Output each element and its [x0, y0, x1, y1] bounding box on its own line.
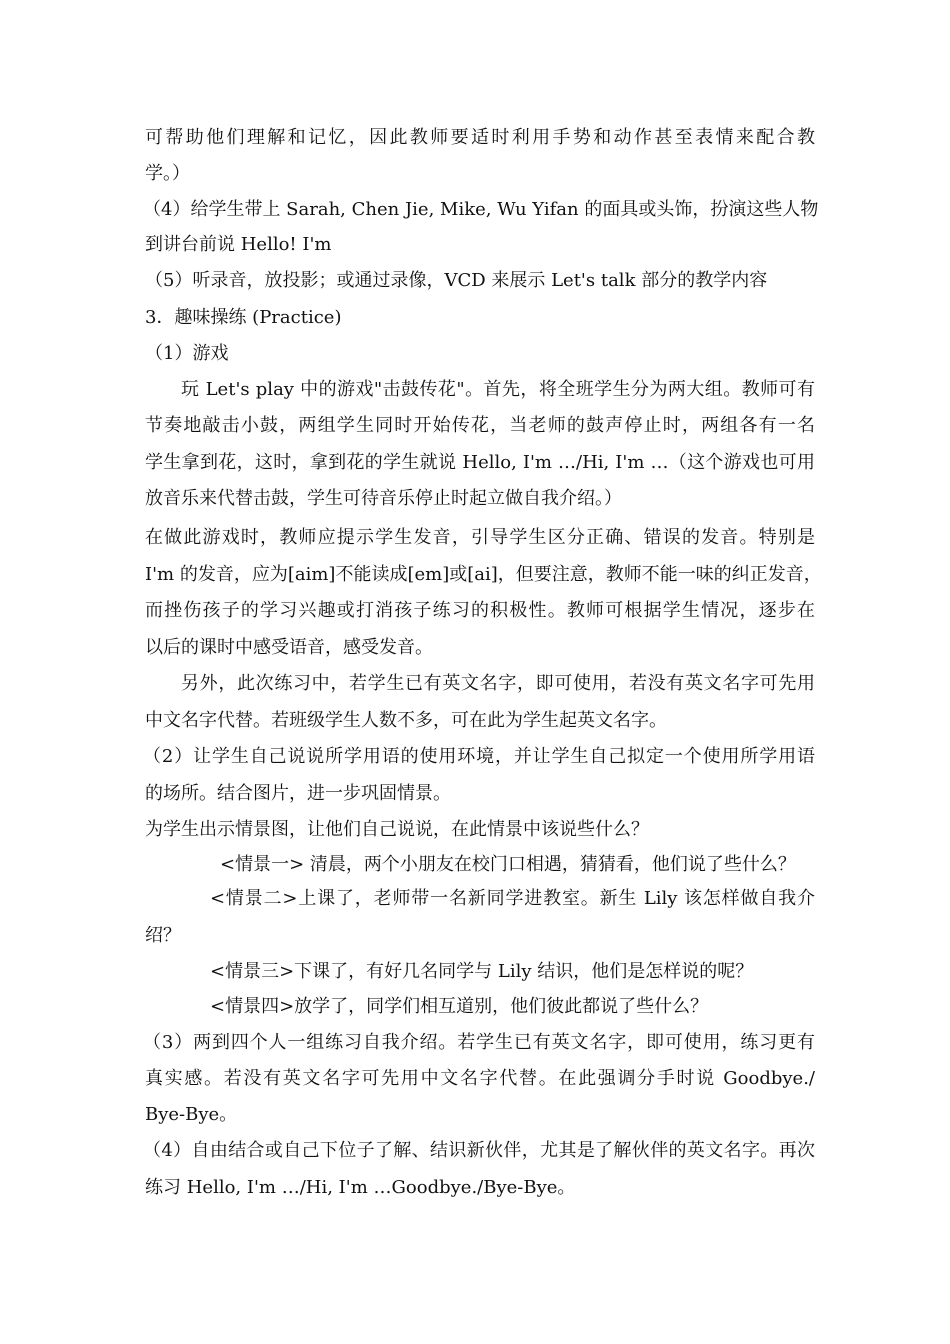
list-item-5: （5）听录音，放投影；或通过录像，VCD 来展示 Let's talk 部分的教学内容	[145, 270, 768, 291]
paragraph-line: 节奏地敲击小鼓，两组学生同时开始传花，当老师的鼓声停止时，两组各有一名	[145, 415, 815, 436]
list-item-4: （4）给学生带上 Sarah, Chen Jie, Mike, Wu Yifan 的面具或头饰，扮演这些人物	[143, 199, 819, 220]
subheading-game: （1）游戏	[145, 343, 229, 364]
list-item-4b: （4）自由结合或自己下位子了解、结识新伙伴，尤其是了解伙伴的英文名字。再次	[143, 1140, 815, 1161]
paragraph-line: 放音乐来代替击鼓，学生可待音乐停止时起立做自我介绍。）	[145, 488, 622, 509]
paragraph-line: 绍？	[145, 925, 181, 946]
scenario-2: <情景二>上课了，老师带一名新同学进教室。新生 Lily 该怎样做自我介	[210, 888, 815, 909]
paragraph-line: 而挫伤孩子的学习兴趣或打消孩子练习的积极性。教师可根据学生情况，逐步在	[145, 600, 815, 621]
scenario-4: <情景四>放学了，同学们相互道别，他们彼此都说了些什么？	[210, 996, 709, 1017]
paragraph-line: 真实感。若没有英文名字可先用中文名字代替。在此强调分手时说 Goodbye./	[145, 1068, 815, 1089]
paragraph-line: 学生拿到花，这时，拿到花的学生就说 Hello, I'm …/Hi, I'm …（这个游戏也可用	[145, 452, 815, 473]
paragraph-line: 为学生出示情景图，让他们自己说说，在此情景中该说些什么？	[145, 819, 649, 840]
section-heading-practice: 3．趣味操练 (Practice)	[145, 307, 342, 328]
paragraph-line: 另外，此次练习中，若学生已有英文名字，即可使用，若没有英文名字可先用	[181, 673, 815, 694]
list-item-3: （3）两到四个人一组练习自我介绍。若学生已有英文名字，即可使用，练习更有	[143, 1032, 815, 1053]
paragraph-line: 可帮助他们理解和记忆，因此教师要适时利用手势和动作甚至表情来配合教	[145, 127, 815, 148]
paragraph-line: 到讲台前说 Hello! I'm	[145, 234, 332, 255]
paragraph-line: 玩 Let's play 中的游戏"击鼓传花"。首先，将全班学生分为两大组。教师可有	[181, 379, 815, 400]
paragraph-line: 练习 Hello, I'm …/Hi, I'm …Goodbye./Bye-Bye。	[145, 1177, 576, 1198]
paragraph-line: 在做此游戏时，教师应提示学生发音，引导学生区分正确、错误的发音。特别是	[145, 527, 815, 548]
paragraph-line: Bye-Bye。	[145, 1104, 238, 1125]
list-item-2: （2）让学生自己说说所学用语的使用环境，并让学生自己拟定一个使用所学用语	[143, 746, 815, 767]
scenario-1: <情景一> 清晨，两个小朋友在校门口相遇，猜猜看，他们说了些什么？	[220, 854, 796, 875]
paragraph-line: 学。）	[145, 163, 190, 184]
paragraph-line: 的场所。结合图片，进一步巩固情景。	[145, 783, 451, 804]
paragraph-line: 以后的课时中感受语音，感受发音。	[145, 637, 433, 658]
paragraph-line: I'm 的发音，应为[aim]不能读成[em]或[ai]，但要注意，教师不能一味的纠正发音，	[145, 564, 822, 585]
scenario-3: <情景三>下课了，有好几名同学与 Lily 结识，他们是怎样说的呢？	[210, 961, 754, 982]
paragraph-line: 中文名字代替。若班级学生人数不多，可在此为学生起英文名字。	[145, 710, 667, 731]
